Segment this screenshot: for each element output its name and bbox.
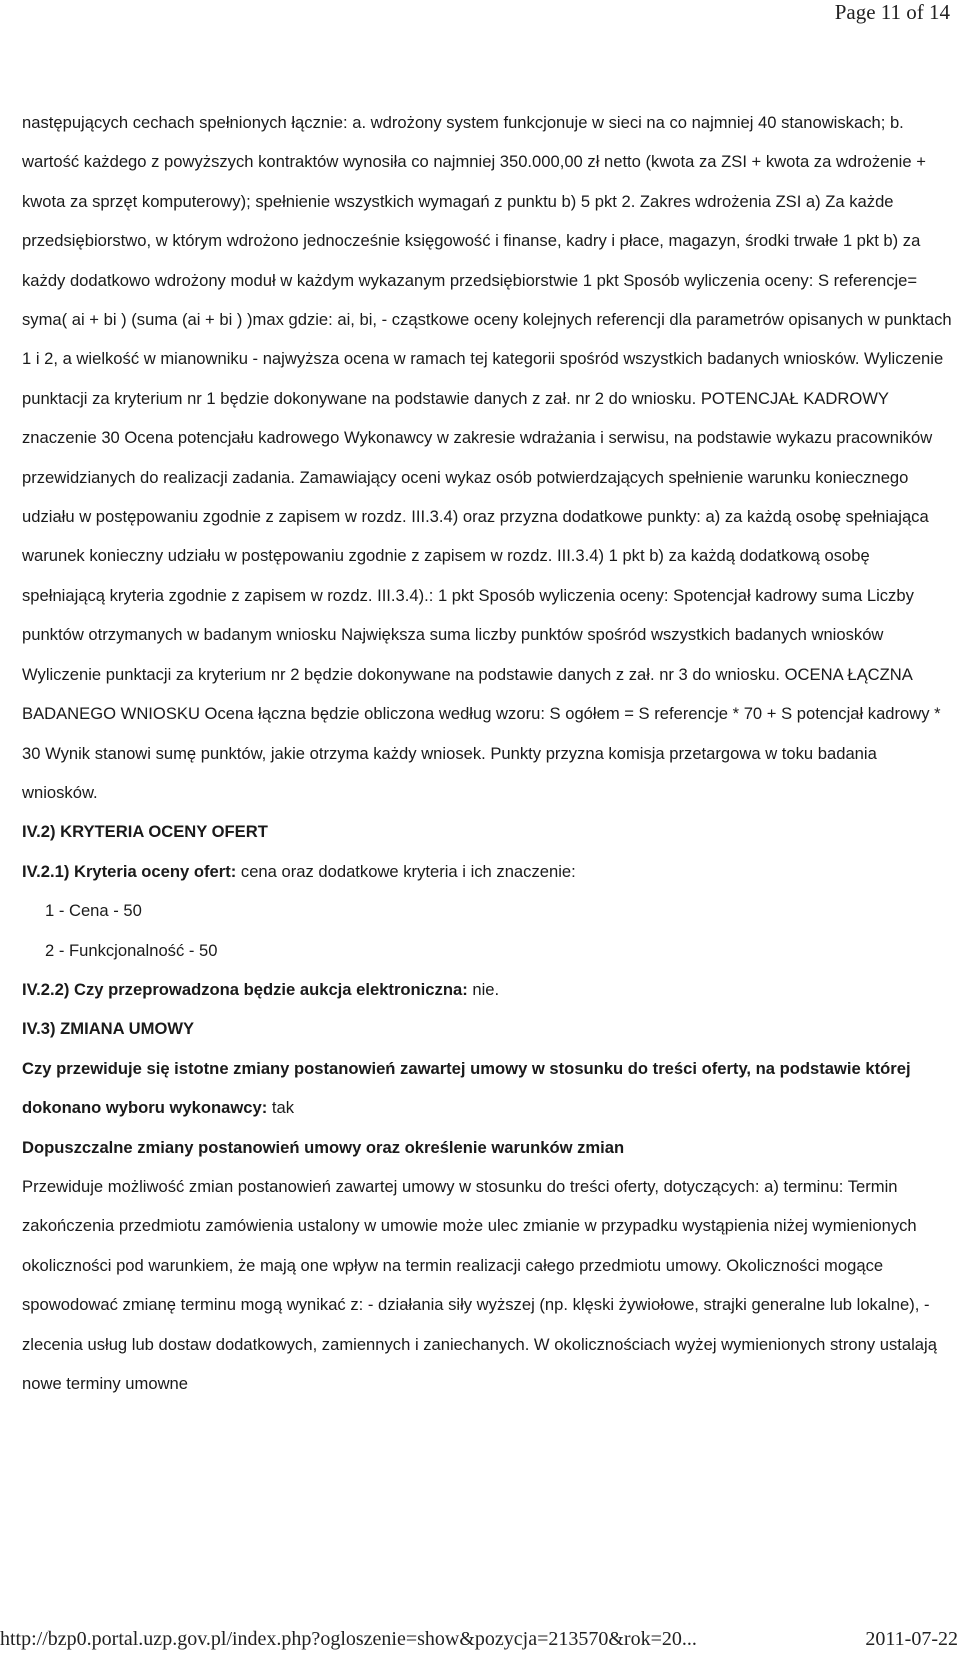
- change-question-label: Czy przewiduje się istotne zmiany postanowień zawartej umowy w stosunku do treści oferty, na podstawie której dokonano wyboru wykonawcy:: [22, 1058, 911, 1118]
- page-footer: [0, 1624, 960, 1654]
- page-number: Page 11 of 14: [834, 0, 950, 24]
- criteria-item-1: 1 - Cena - 50: [45, 901, 142, 921]
- footer-url: http://bzp0.portal.uzp.gov.pl/index.php?ogloszenie=show&pozycja=213570&rok=20...: [0, 1628, 697, 1650]
- section-iv21-label: IV.2.1) Kryteria oceny ofert:: [22, 861, 237, 881]
- section-iv3-heading: IV.3) ZMIANA UMOWY: [22, 1019, 195, 1039]
- allowed-changes-heading: Dopuszczalne zmiany postanowień umowy oraz określenie warunków zmian: [22, 1137, 625, 1157]
- section-iv22-label: IV.2.2) Czy przeprowadzona będzie aukcja elektroniczna:: [22, 979, 468, 999]
- allowed-changes-text: Przewiduje możliwość zmian postanowień zawartej umowy w stosunku do treści oferty, dotyczących: a) terminu: Termin zakończenia przedmiotu zamówienia ustalony w umowie może ulec zmianie w przypadku wystąpienia niżej wymienionych okoliczności pod warunkiem, że mają one wpływ na termin realizacji całego przedmiotu umowy. Okoliczności mogące spowodować zmianę terminu mogą wynikać z: - działania siły wyższej (np. klęski żywiołowe, strajki generalne lub lokalne), - zlecenia usług lub dostaw dodatkowych, zamiennych i zaniechanych. W okolicznościach wyżej wymienionych strony ustalają nowe terminy umowne: [22, 1176, 937, 1393]
- section-iv21-value: cena oraz dodatkowe kryteria i ich znaczenie:: [240, 861, 576, 881]
- section-iv22: [22, 970, 952, 1009]
- section-iv21: [22, 852, 952, 891]
- footer-date: 2011-07-22: [865, 1628, 958, 1650]
- document-body: [22, 103, 952, 1403]
- criteria-item-2: 2 - Funkcjonalność - 50: [45, 940, 218, 960]
- main-paragraph: następujących cechach spełnionych łącznie: a. wdrożony system funkcjonuje w sieci na co najmniej 40 stanowiskach; b. wartość każdego z powyższych kontraktów wynosiła co najmniej 350.000,00 zł netto (kwota za ZSI + kwota za wdrożenie + kwota za sprzęt komputerowy); spełnienie wszystkich wymagań z punktu b) 5 pkt 2. Zakres wdrożenia ZSI a) Za każde przedsiębiorstwo, w którym wdrożono jednocześnie księgowość i finanse, kadry i płace, magazyn, środki trwałe 1 pkt b) za każdy dodatkowo wdrożony moduł w każdym wykazanym przedsiębiorstwie 1 pkt Sposób wyliczenia oceny: S referencje= syma( ai + bi ) (suma (ai + bi ) )max gdzie: ai, bi, - cząstkowe oceny kolejnych referencji dla parametrów opisanych w punktach 1 i 2, a wielkość w mianowniku - najwyższa ocena w ramach tej kategorii spośród wszystkich badanych wniosków. Wyliczenie punktacji za kryterium nr 1 będzie dokonywane na podstawie danych z zał. nr 2 do wniosku. POTENCJAŁ KADROWY znaczenie 30 Ocena potencjału kadrowego Wykonawcy w zakresie wdrażania i serwisu, na podstawie wykazu pracowników przewidzianych do realizacji zadania. Zamawiający oceni wykaz osób potwierdzających spełnienie warunku koniecznego udziału w postępowaniu zgodnie z zapisem w rozdz. III.3.4) oraz przyzna dodatkowe punkty: a) za każdą osobę spełniająca warunek konieczny udziału w postępowaniu zgodnie z zapisem w rozdz. III.3.4) 1 pkt b) za każdą dodatkową osobę spełniającą kryteria zgodnie z zapisem w rozdz. III.3.4).: 1 pkt Sposób wyliczenia oceny: Spotencjał kadrowy suma Liczby punktów otrzymanych w badanym wniosku Największa suma liczby punktów spośród wszystkich badanych wniosków Wyliczenie punktacji za kryterium nr 2 będzie dokonywane na podstawie danych z zał. nr 3 do wniosku. OCENA ŁĄCZNA BADANEGO WNIOSKU Ocena łączna będzie obliczona według wzoru: S ogółem = S referencje * 70 + S potencjał kadrowy * 30 Wynik stanowi sumę punktów, jakie otrzyma każdy wniosek. Punkty przyzna komisja przetargowa w toku badania wniosków.: [22, 113, 952, 802]
- change-question-value: tak: [271, 1098, 295, 1118]
- change-question: [22, 1049, 952, 1128]
- section-iv2-heading: IV.2) KRYTERIA OCENY OFERT: [22, 822, 268, 842]
- section-iv22-value: nie.: [472, 979, 500, 999]
